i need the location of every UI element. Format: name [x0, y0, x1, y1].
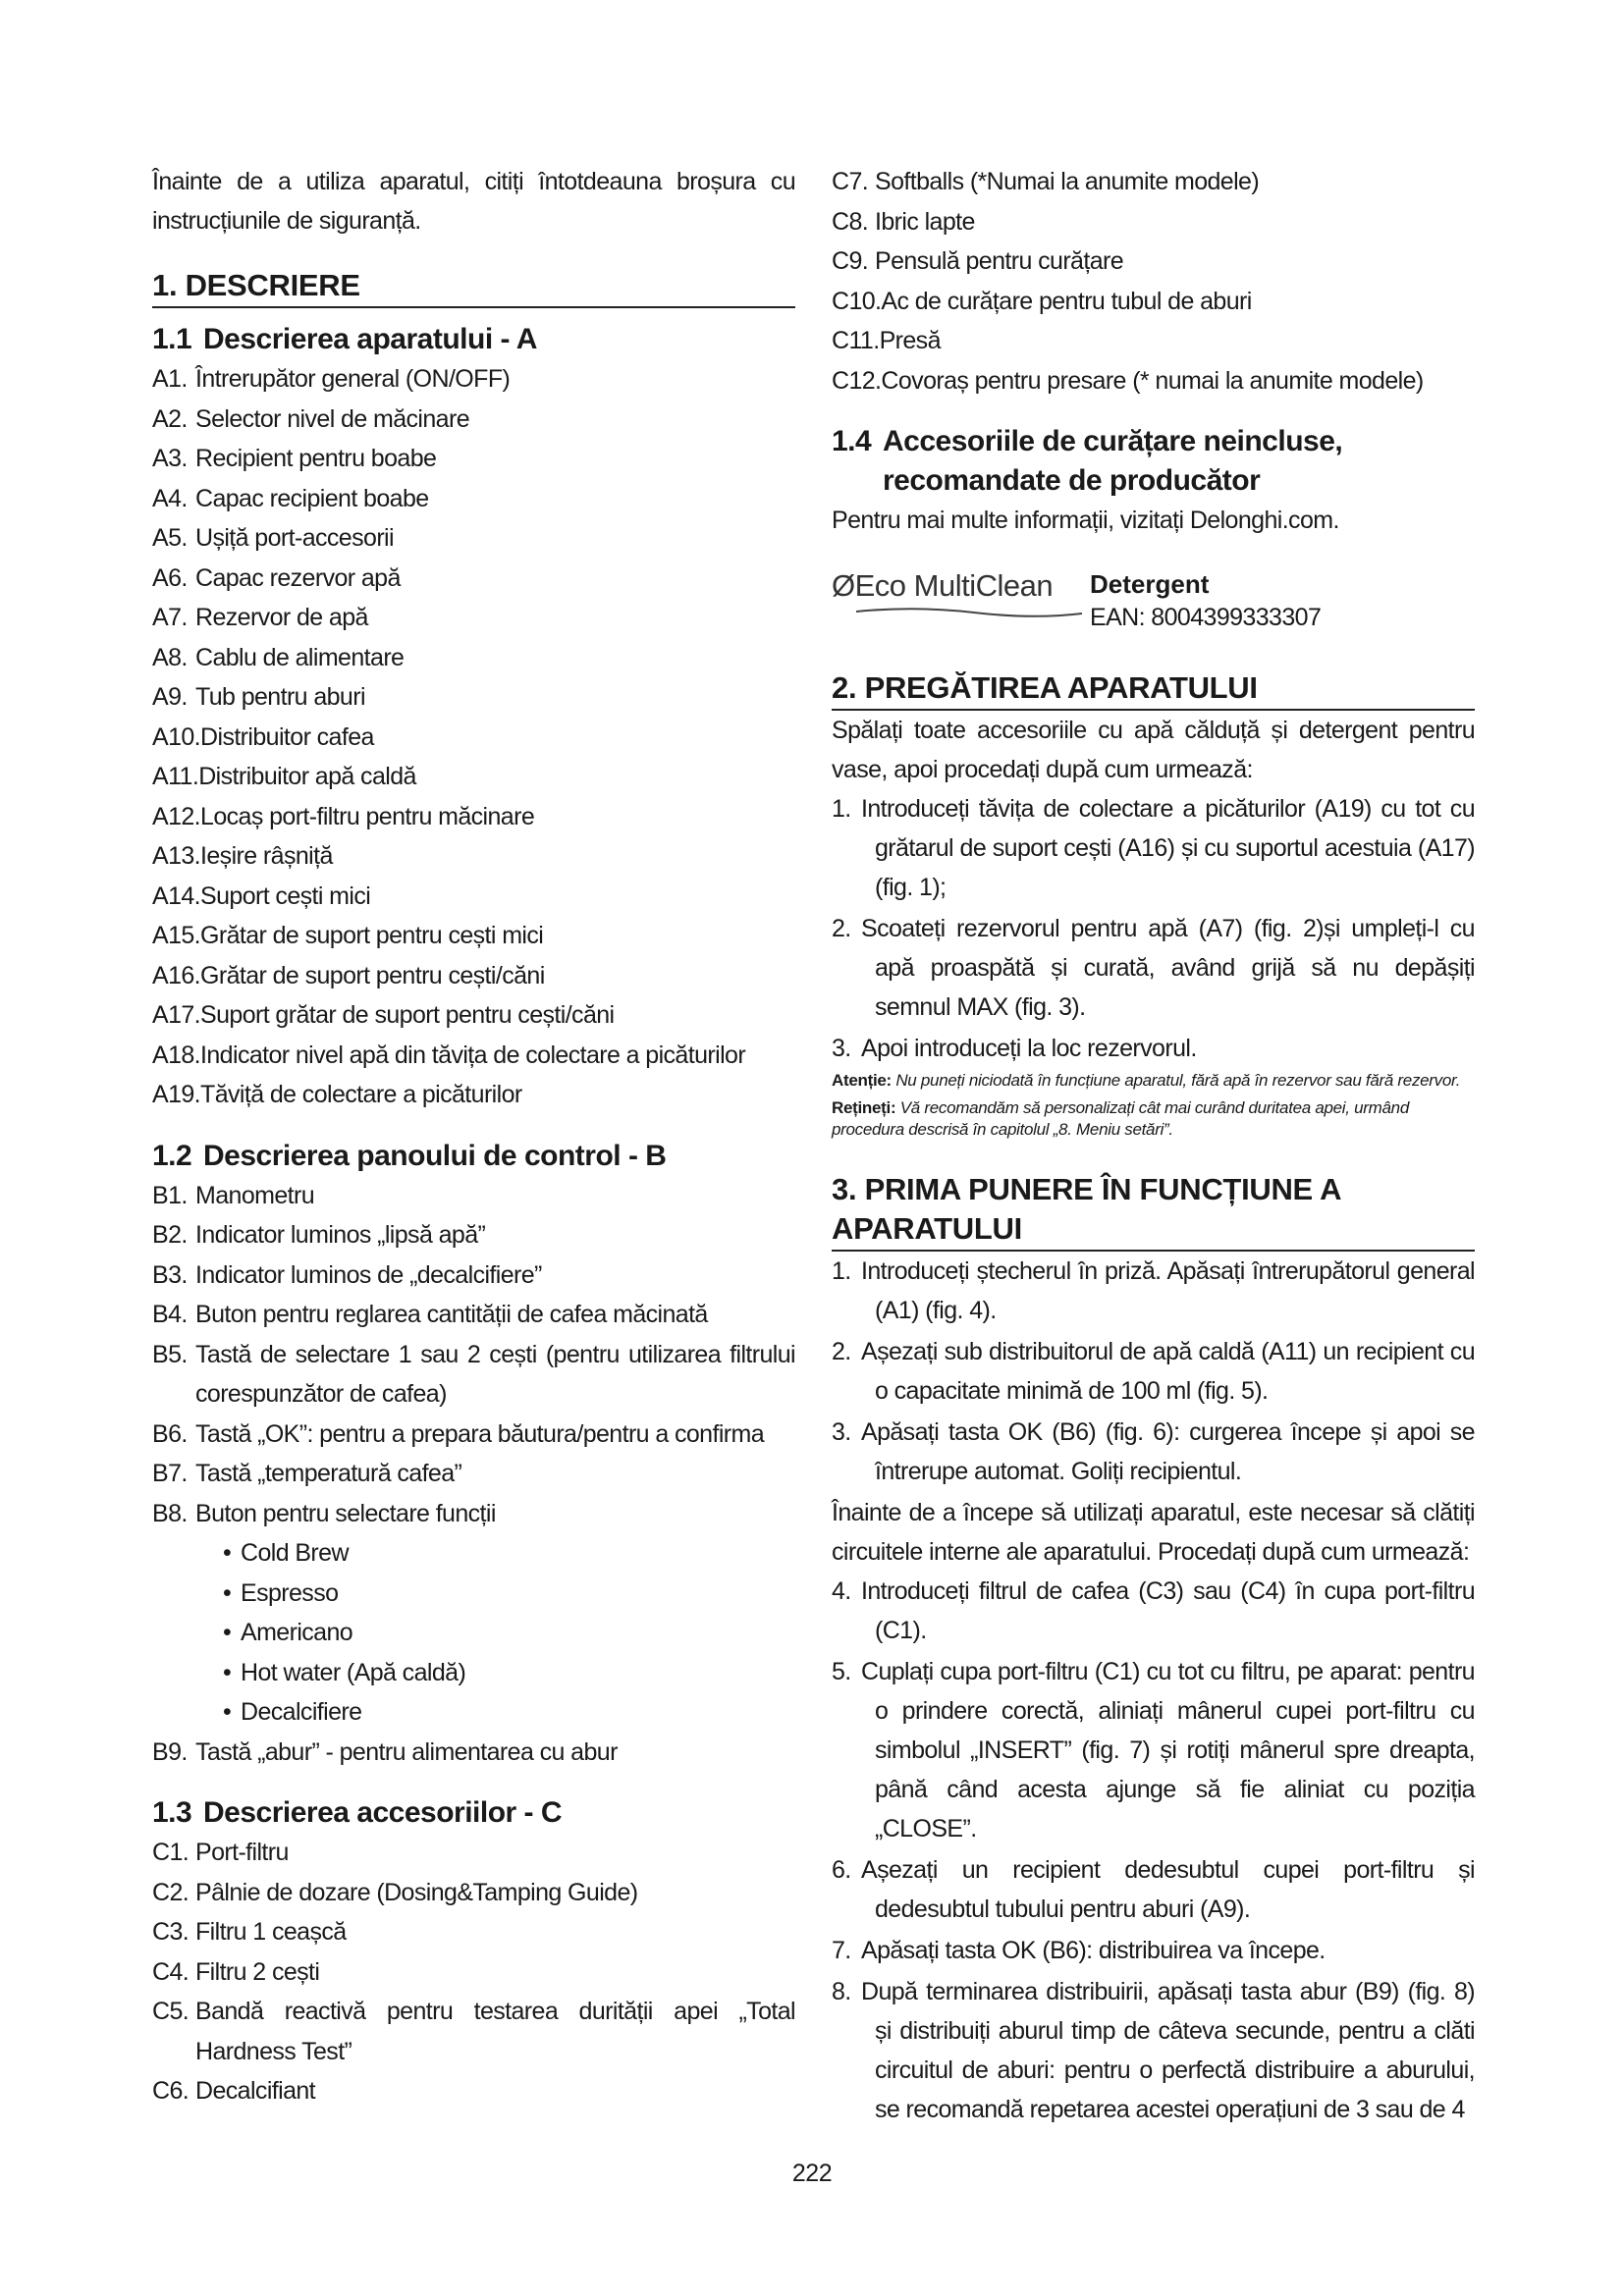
intro-paragraph: Înainte de a utiliza aparatul, citiți întotdeauna broșura cu instrucțiunile de siguranță. — [152, 168, 795, 235]
item-text: Suport grătar de suport pentru cești/căni — [200, 1001, 615, 1029]
item-code: A5. — [152, 524, 188, 552]
attention-note — [832, 1070, 1475, 1092]
function-label: Espresso — [241, 1578, 339, 1607]
item-text: Buton pentru reglarea cantității de cafea măcinată — [195, 1301, 708, 1328]
step-item — [832, 1572, 1475, 1650]
logo-text: ØEco MultiClean — [832, 567, 1054, 603]
control-panel-list — [152, 1176, 795, 1534]
step-number: 1. — [832, 1257, 851, 1285]
item-code: A15. — [152, 922, 201, 949]
item-text: Recipient pentru boabe — [195, 445, 437, 472]
item-text: Tastă „OK”: pentru a prepara băutura/pentru a confirma — [195, 1419, 765, 1448]
list-item — [152, 1075, 795, 1115]
item-text: Manometru — [195, 1181, 315, 1209]
preparation-steps — [832, 789, 1475, 1068]
list-item — [152, 2071, 795, 2111]
step-item — [832, 1252, 1475, 1330]
section-1-4-heading — [832, 422, 1475, 501]
step-item — [832, 1652, 1475, 1848]
bullet-icon: • — [223, 1539, 232, 1567]
item-code: A10. — [152, 722, 201, 751]
function-options-list — [152, 1533, 795, 1733]
item-text: Tastă „temperatură cafea” — [195, 1460, 462, 1487]
item-text: Ac de curățare pentru tubul de aburi — [881, 287, 1252, 315]
bullet-icon: • — [223, 1658, 232, 1686]
section-1-heading: 1. DESCRIERE — [152, 266, 795, 308]
function-option — [223, 1653, 795, 1693]
bullet-icon: • — [223, 1619, 232, 1646]
item-text: Covoraș pentru presare (* numai la anumite modele) — [881, 366, 1424, 395]
item-text: Rezervor de apă — [195, 604, 368, 631]
step-text: Apăsați tasta OK (B6) (fig. 6): curgerea începe și apoi se întrerupe automat. Goliți recipientul. — [861, 1418, 1475, 1485]
remember-note — [832, 1097, 1475, 1141]
step-text: Scoateți rezervorul pentru apă (A7) (fig. 2)și umpleți-l cu apă proaspătă și curată, având grijă să nu depășiți semnul MAX (fig. 3). — [861, 915, 1475, 1021]
list-item — [152, 518, 795, 559]
list-item — [152, 718, 795, 758]
list-item — [152, 638, 795, 678]
list-item — [152, 400, 795, 440]
list-item — [152, 877, 795, 917]
item-text: Tub pentru aburi — [195, 683, 365, 711]
item-code: B5. — [152, 1340, 188, 1368]
list-item — [152, 956, 795, 996]
section-1-1-heading — [152, 320, 795, 359]
note-text: Vă recomandăm să personalizați cât mai curând duritatea apei, urmând procedura descrisă în capitolul „8. Meniu setări”. — [832, 1098, 1409, 1139]
accessories-list — [152, 1833, 795, 2111]
step-number: 5. — [832, 1658, 851, 1685]
item-code: A17. — [152, 1001, 201, 1029]
item-code: B6. — [152, 1419, 188, 1448]
step-number: 8. — [832, 1978, 851, 2005]
section-number: 1.3 — [152, 1796, 192, 1829]
list-item — [152, 1215, 795, 1255]
list-item — [152, 1952, 795, 1993]
item-code: A7. — [152, 604, 188, 631]
eco-multiclean-logo — [832, 566, 1082, 635]
item-text: Cablu de alimentare — [195, 643, 405, 671]
step-text: Apăsați tasta OK (B6): distribuirea va începe. — [861, 1937, 1326, 1964]
step-number: 6. — [832, 1856, 851, 1884]
item-text: Tăviță de colectare a picăturilor — [200, 1081, 522, 1108]
function-option — [223, 1533, 795, 1574]
list-item — [152, 1912, 795, 1952]
function-option — [223, 1692, 795, 1733]
section-title: Descrierea panoului de control - B — [203, 1139, 667, 1172]
item-text: Presă — [879, 327, 941, 354]
list-item — [832, 321, 1475, 361]
list-item — [152, 1494, 795, 1534]
section-title-cont: recomandate de producător — [883, 464, 1261, 497]
item-text: Bandă reactivă pentru testarea durității apei „Total Hardness Test” — [195, 1998, 795, 2065]
item-code: A18. — [152, 1041, 201, 1069]
item-code: A14. — [152, 881, 201, 910]
accessories-list-continued — [832, 162, 1475, 400]
control-panel-list-end — [152, 1733, 795, 1773]
step-item — [832, 1029, 1475, 1068]
step-text: Cuplați cupa port-filtru (C1) cu tot cu filtru, pe aparat: pentru o prindere corectă, aliniați mânerul cupei port-filtru cu simbolul „INSERT” (fig. 7) și rotiți mânerul spre dreapta, până când acesta ajunge să fie aliniat cu poziția „CLOSE”. — [861, 1658, 1475, 1842]
step-text: Așezați sub distribuitorul de apă caldă (A11) un recipient cu o capacitate minimă de 100 ml (fig. 5). — [861, 1338, 1475, 1405]
function-label: Americano — [241, 1619, 353, 1646]
item-text: Indicator nivel apă din tăvița de colectare a picăturilor — [200, 1041, 746, 1069]
item-code: A12. — [152, 802, 201, 830]
item-text: Softballs (*Numai la anumite modele) — [875, 168, 1260, 195]
item-text: Grătar de suport pentru cești mici — [200, 922, 544, 949]
list-item — [152, 359, 795, 400]
product-ean: EAN: 8004399333307 — [1090, 603, 1322, 631]
item-code: A8. — [152, 643, 188, 671]
item-text: Capac rezervor apă — [195, 563, 401, 592]
item-code: B7. — [152, 1460, 188, 1487]
item-code: B9. — [152, 1737, 188, 1766]
page-number: 222 — [791, 2160, 833, 2187]
function-label: Cold Brew — [241, 1539, 349, 1567]
item-text: Port-filtru — [195, 1839, 289, 1866]
list-item — [152, 1036, 795, 1076]
item-code: C12. — [832, 366, 882, 395]
list-item — [152, 836, 795, 877]
step-item — [832, 909, 1475, 1027]
list-item — [152, 1295, 795, 1335]
step-number: 7. — [832, 1937, 851, 1964]
item-code: C10. — [832, 287, 882, 315]
step-item — [832, 789, 1475, 907]
list-item — [152, 1833, 795, 1873]
list-item — [832, 282, 1475, 322]
item-code: C2. — [152, 1878, 189, 1906]
list-item — [832, 241, 1475, 282]
step-number: 1. — [832, 795, 851, 823]
item-code: A16. — [152, 961, 201, 989]
item-code: B3. — [152, 1260, 188, 1289]
product-info — [1090, 567, 1321, 634]
step-number: 2. — [832, 1338, 851, 1365]
item-code: C6. — [152, 2077, 189, 2105]
list-item — [152, 479, 795, 519]
list-item — [152, 757, 795, 797]
note-label: Rețineți: — [832, 1098, 896, 1117]
step-text: Introduceți ștecherul în priză. Apăsați întrerupătorul general (A1) (fig. 4). — [861, 1257, 1475, 1324]
list-item — [152, 559, 795, 599]
item-text: Tastă „abur” - pentru alimentarea cu abur — [195, 1737, 618, 1766]
list-item — [152, 1733, 795, 1773]
step-text: Introduceți tăvița de colectare a picăturilor (A19) cu tot cu grătarul de suport cești (A16) și cu suportul acestuia (A17) (fig. 1); — [861, 795, 1475, 901]
section-1-2-heading — [152, 1137, 795, 1176]
first-use-steps — [832, 1252, 1475, 1491]
function-label: Hot water (Apă caldă) — [241, 1658, 466, 1686]
appliance-parts-list — [152, 359, 795, 1115]
item-code: A4. — [152, 484, 188, 512]
step-item — [832, 1332, 1475, 1411]
section-title: Descrierea aparatului - A — [203, 323, 537, 355]
bullet-icon: • — [223, 1578, 232, 1607]
list-item — [152, 916, 795, 956]
step-item — [832, 1850, 1475, 1929]
step-text: După terminarea distribuirii, apăsați tasta abur (B9) (fig. 8) și distribuiți aburul timp de câteva secunde, pentru a clăti circuitul de aburi: pentru o perfectă distribuire a aburului, se recomandă repetarea acestei operațiuni de 3 sau de 4 — [861, 1978, 1475, 2123]
item-text: Pensulă pentru curățare — [875, 247, 1124, 275]
item-code: A13. — [152, 842, 201, 870]
function-option — [223, 1613, 795, 1653]
item-text: Întrerupător general (ON/OFF) — [195, 365, 511, 393]
item-text: Ieșire râșniță — [200, 842, 333, 870]
right-column — [832, 162, 1475, 2131]
item-code: B1. — [152, 1181, 188, 1209]
item-code: C5. — [152, 1998, 189, 2025]
item-text: Selector nivel de măcinare — [195, 404, 469, 433]
list-item — [832, 202, 1475, 242]
list-item — [152, 439, 795, 479]
list-item — [832, 162, 1475, 202]
step-item — [832, 1413, 1475, 1491]
function-option — [223, 1574, 795, 1614]
item-code: A2. — [152, 404, 188, 433]
step-text: Apoi introduceți la loc rezervorul. — [861, 1035, 1197, 1062]
list-item — [152, 1415, 795, 1455]
step-number: 3. — [832, 1418, 851, 1446]
item-code: C4. — [152, 1957, 189, 1986]
item-code: A1. — [152, 365, 188, 393]
note-text: Nu puneți niciodată în funcțiune aparatul, fără apă în rezervor sau fără rezervor. — [895, 1071, 1461, 1090]
item-text: Locaș port-filtru pentru măcinare — [200, 802, 535, 830]
step-text: Introduceți filtrul de cafea (C3) sau (C4) în cupa port-filtru (C1). — [861, 1577, 1475, 1644]
step-number: 3. — [832, 1035, 851, 1062]
item-text: Indicator luminos de „decalcifiere” — [195, 1260, 542, 1289]
section-3-heading: 3. PRIMA PUNERE ÎN FUNCȚIUNE A APARATULUI — [832, 1170, 1475, 1252]
item-code: B4. — [152, 1301, 188, 1328]
section-number: 1.2 — [152, 1139, 192, 1172]
item-text: Filtru 2 cești — [195, 1957, 320, 1986]
item-code: B2. — [152, 1221, 188, 1249]
list-item — [152, 797, 795, 837]
item-text: Distribuitor apă caldă — [198, 763, 416, 790]
section-1-3-heading — [152, 1793, 795, 1833]
step-item — [832, 1931, 1475, 1970]
item-code: C7. — [832, 168, 869, 195]
list-item — [152, 1255, 795, 1296]
list-item — [152, 598, 795, 638]
item-text: Buton pentru selectare funcții — [195, 1499, 496, 1527]
more-info-text: Pentru mai multe informații, vizitați Delonghi.com. — [832, 507, 1339, 534]
item-text: Decalcifiant — [195, 2077, 316, 2105]
list-item — [152, 1873, 795, 1913]
item-text: Indicator luminos „lipsă apă” — [195, 1221, 486, 1249]
note-label: Atenție: — [832, 1071, 892, 1090]
item-code: C1. — [152, 1839, 189, 1866]
item-code: A3. — [152, 445, 188, 472]
function-label: Decalcifiere — [241, 1698, 362, 1726]
list-item — [152, 1992, 795, 2071]
item-code: C3. — [152, 1918, 189, 1946]
item-code: A6. — [152, 563, 188, 592]
product-name: Detergent — [1090, 568, 1210, 599]
section-number: 1.4 — [832, 425, 872, 457]
item-code: B8. — [152, 1499, 188, 1527]
section-2-heading: 2. PREGĂTIREA APARATULUI — [832, 668, 1475, 711]
section-title: Descrierea accesoriilor - C — [203, 1796, 563, 1829]
item-code: A19. — [152, 1081, 201, 1108]
item-text: Distribuitor cafea — [200, 722, 374, 751]
item-text: Tastă de selectare 1 sau 2 cești (pentru utilizarea filtrului corespunzător de cafea) — [195, 1340, 795, 1408]
section-title: Accesoriile de curățare neincluse, — [883, 425, 1343, 457]
item-code: C8. — [832, 207, 869, 236]
item-code: A9. — [152, 683, 188, 711]
item-text: Suport cești mici — [200, 881, 371, 910]
list-item — [152, 1454, 795, 1494]
item-text: Pâlnie de dozare (Dosing&Tamping Guide) — [195, 1878, 638, 1906]
list-item — [152, 1176, 795, 1216]
item-code: A11. — [152, 763, 199, 790]
step-text: Așezați un recipient dedesubtul cupei port-filtru și dedesubtul tubului pentru aburi (A9). — [861, 1856, 1475, 1923]
list-item — [152, 1335, 795, 1415]
section-number: 1.1 — [152, 323, 192, 355]
step-number: 4. — [832, 1577, 851, 1605]
section-3-middle: Înainte de a începe să utilizați aparatul, este necesar să clătiți circuitele interne ale aparatului. Procedați după cum urmează: — [832, 1499, 1475, 1566]
step-number: 2. — [832, 915, 851, 942]
bullet-icon: • — [223, 1698, 232, 1726]
item-text: Ușiță port-accesorii — [195, 524, 394, 552]
list-item — [832, 361, 1475, 401]
list-item — [152, 995, 795, 1036]
eco-multiclean-product — [832, 554, 1475, 647]
left-column — [152, 162, 795, 2111]
item-text: Grătar de suport pentru cești/căni — [200, 961, 545, 989]
logo-swoosh-icon — [856, 606, 1082, 619]
section-2-intro: Spălați toate accesoriile cu apă călduță și detergent pentru vase, apoi procedați după cum urmează: — [832, 717, 1475, 783]
step-item — [832, 1972, 1475, 2129]
item-code: C9. — [832, 247, 869, 275]
list-item — [152, 677, 795, 718]
rinse-steps — [832, 1572, 1475, 2129]
item-text: Capac recipient boabe — [195, 484, 429, 512]
item-code: C11. — [832, 327, 880, 354]
item-text: Filtru 1 ceașcă — [195, 1918, 347, 1946]
item-text: Ibric lapte — [875, 207, 975, 236]
